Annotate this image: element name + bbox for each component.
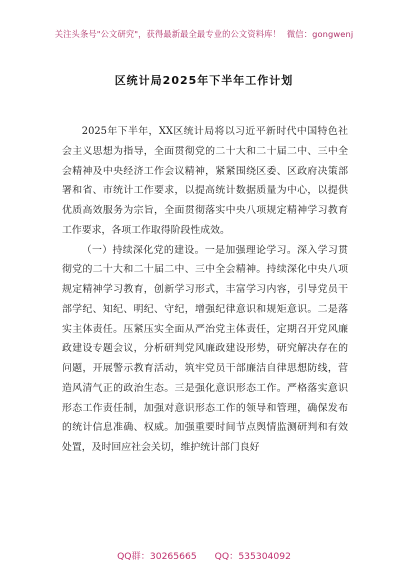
- promo-wechat-label: 微信：: [286, 29, 313, 39]
- promo-wechat-id: gongwenj: [312, 29, 354, 39]
- footer-qq-number: QQ：535304092: [214, 551, 291, 562]
- document-title: 区统计局2025年下半年工作计划: [114, 74, 294, 87]
- footer-contact: [0, 548, 408, 562]
- document-body: [62, 122, 348, 458]
- section-paragraph-party-building: （一）持续深化党的建设。一是加强理论学习。深入学习贯彻党的二十大和二十届二中、三中全会精神。持续深化中央八项规定精神学习教育，创新学习形式，丰富学习内容，引导党员干部学纪、知纪、明纪、守纪，增强纪律意识和规矩意识。二是落实主体责任。压紧压实全面从严治党主体责任，定期召开党风廉政建设专题会议，分析研判党风廉政建设形势，研究解决存在的问题，开展警示教育活动，筑牢党员干部廉洁自律思想防线，营造风清气正的政治生态。三是强化意识形态工作。严格落实意识形态工作责任制，加强对意识形态工作的领导和管理，确保发布的统计信息准确、权威。加强重要时间节点舆情监测研判和有效处置，及时回应社会关切，维护统计部门良好: [62, 244, 348, 453]
- promo-text: 关注头条号"公文研究"，获得最新最全最专业的公文资料库！: [54, 29, 281, 39]
- footer-qq-group: QQ群：30265665: [117, 551, 197, 562]
- intro-paragraph: 2025年下半年，XX区统计局将以习近平新时代中国特色社会主义思想为指导，全面贯彻党的二十大和二十届二中、三中全会精神及中央经济工作会议精神，紧紧围绕区委、区政府决策部署和省、市统计工作要求，以提高统计数据质量为中心，以提供优质高效服务为宗旨，全面贯彻落实中央八项规定精神学习教育工作要求，各项工作取得阶段性成效。: [62, 126, 348, 236]
- header-promo-banner: [0, 28, 408, 40]
